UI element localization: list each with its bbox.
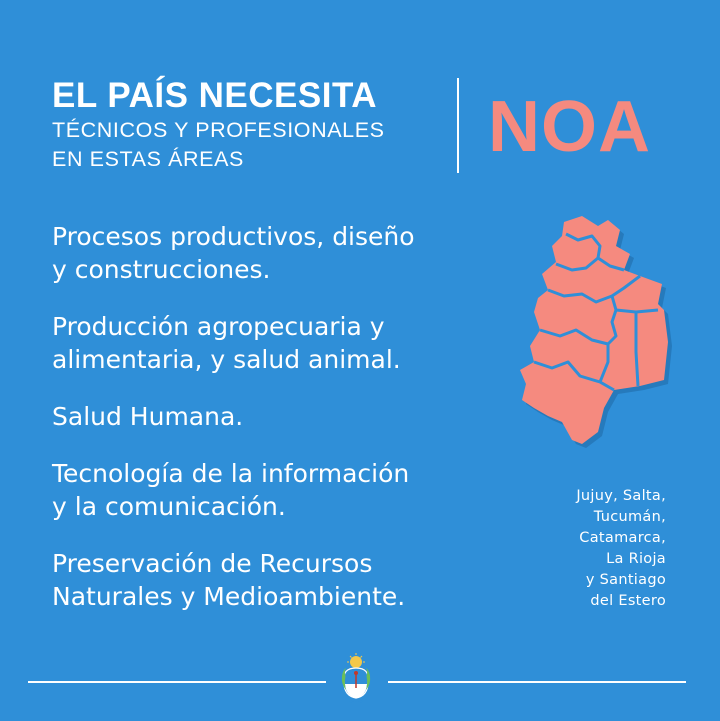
header-divider (457, 78, 459, 173)
area-item (52, 220, 512, 286)
noa-region-map-icon (512, 212, 682, 452)
province-line: Tucumán, (593, 509, 666, 525)
area-item (52, 400, 512, 433)
area-line: alimentaria, y salud animal. (52, 345, 401, 374)
subheadline-line-2: EN ESTAS ÁREAS (52, 147, 245, 171)
coat-of-arms-icon (338, 652, 374, 706)
province-line: del Estero (590, 593, 666, 609)
area-item (52, 310, 512, 376)
area-line: Preservación de Recursos (52, 549, 373, 578)
province-line: y Santiago (585, 572, 666, 588)
area-line: Producción agropecuaria y (52, 312, 385, 341)
area-line: Tecnología de la información (52, 459, 410, 488)
area-line: Naturales y Medioambiente. (52, 582, 406, 611)
area-item (52, 457, 512, 523)
provinces-list (576, 486, 666, 612)
subheadline-line-1: TÉCNICOS Y PROFESIONALES (52, 118, 385, 142)
header-block (52, 76, 385, 174)
footer-divider-right (388, 681, 686, 683)
area-line: Procesos productivos, diseño (52, 222, 415, 251)
area-line: y construcciones. (52, 255, 271, 284)
region-name: NOA (488, 87, 651, 167)
province-line: La Rioja (606, 551, 666, 567)
area-line: y la comunicación. (52, 492, 286, 521)
province-line: Jujuy, Salta, (576, 488, 666, 504)
area-line: Salud Humana. (52, 402, 244, 431)
province-line: Catamarca, (579, 530, 666, 546)
footer-divider-left (28, 681, 326, 683)
headline: EL PAÍS NECESITA (52, 76, 377, 115)
areas-list (52, 220, 512, 637)
area-item (52, 547, 512, 613)
